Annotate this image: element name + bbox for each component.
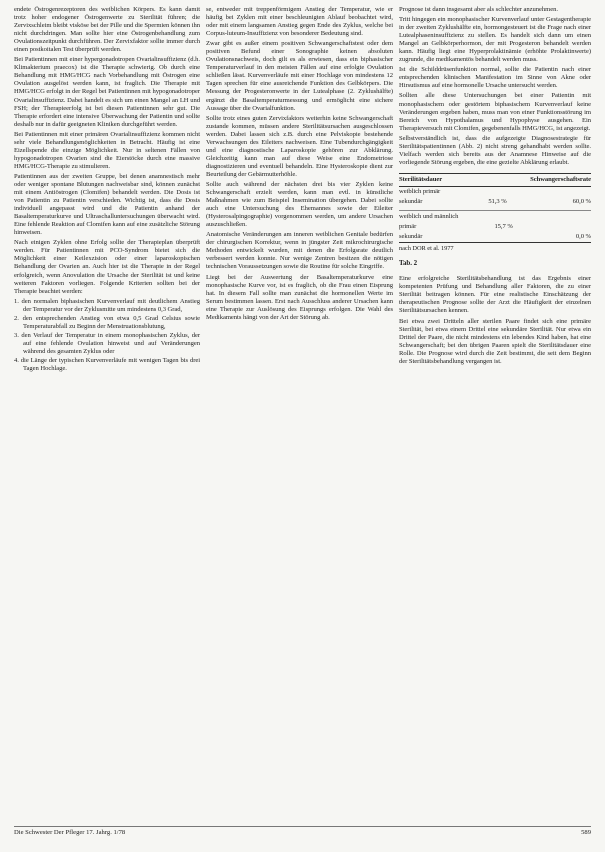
paragraph: Anatomische Veränderungen am inneren weiblichen Genitale bedürfen der chirurgischen Korrektur, wenn in jüngster Zeit mikrochirurgische Methoden entwickelt wurden, mit denen die Erfolgsrate deutlich verbessert werden konnte. Nur wenige Zentren besitzen die nötigen technischen Voraussetzungen sowie die Routine für solche Eingriffe. — [206, 231, 393, 271]
footer-journal: Die Schwester Der Pfleger 17. Jahrg. 1/78 — [14, 829, 126, 836]
paragraph: Prognose ist dann insgesamt aber als schlechter anzunehmen. — [399, 6, 558, 13]
column-left — [14, 6, 200, 375]
table-label: Tab. 2 — [399, 259, 418, 268]
page-number: 589 — [581, 829, 591, 836]
list-item: 4. die Länge der typischen Kurvenverläufe mit wenigen Tagen bis drei Tagen Hochlage. — [14, 356, 200, 373]
paragraph: Patientinnen aus der zweiten Gruppe, bei denen anamnestisch mehr oder weniger spontane Blutungen nachweisbar sind, können zunächst mit einem Antiöstrogen (Clomifen) behandelt werden. Die Dosis ist von Patientin zu Patientin verschieden. Wichtig ist, dass die Dosis individuell angepasst wird und die Patientin anhand der Basaltemperaturkurve und Ultraschalluntersuchungen überwacht wird. Eine fehlende Reaktion auf Clomifen kann auf eine zusätzliche Störung hinweisen. — [14, 172, 200, 237]
paragraph: Zwar gibt es außer einem positiven Schwangerschaftstest oder dem positiven Befund einer Sonographie keinen absoluten Ovulationsnachweis, doch gilt es als erwiesen, dass ein biphasischer Temperaturverlauf in den meisten Fällen auf eine erfolgte Ovulation schließen lässt. Kurvenverläufe mit einer Hochlage von mindestens 12 Tagen sprechen für eine ausreichende Funktion des Gelbkörpers. Die Messung der Progesteronwerte in der Lutealphase (2. Zyklushälfte) ergänzt die Basaltemperaturmessung und ermöglicht eine sichere Aussage über die Ovarialfunktion. — [206, 40, 393, 112]
paragraph: Sollte auch während der nächsten drei bis vier Zyklen keine Schwangerschaft erzielt werden, kann man evtl. in künstliche Maßnahmen wie zum Beispiel Insemination übergehen. Dabei sollte auch eine Untersuchung des Ehemannes sowie der Eileiter (Hysterosalpingographie) vorgenommen werden, um andere Ursachen auszuschließen. — [206, 180, 393, 229]
paragraph: endete Östrogenrezeptoren des weiblichen Körpers. Es kann damit trotz hoher endogener Östrogenwerte zu Sterilität führen; die Zervixschleim bleibt visköse bei der Pille und die Spermien können ihn nicht durchdringen. Man sollte hier eine Östrogenbehandlung zum Ovulationszeitpunkt durchführen. Der Zervixfaktor sollte immer durch einen postkoitalen Test überprüft werden. — [14, 6, 200, 54]
list-item: 3. den Verlauf der Temperatur in einem monophasischen Zyklus, der auf eine fehlende Ovulation hinweist und auf Veränderungen während des gesamten Zyklus oder — [14, 331, 200, 355]
criteria-list — [14, 298, 200, 373]
paragraph: Nach einigen Zyklen ohne Erfolg sollte der Therapieplan überprüft werden. Für Patientinnen mit PCO-Syndrom bietet sich die Möglichkeit einer Keilexzision oder einer laparoskopischen Behandlung der Ovarien an. Auch hier ist die Therapie in der Regel erfolgreich, wenn Anovulation die Ursache der Sterilität ist und keine weiteren Faktoren vorliegen. Folgende Kriterien sollten bei der Therapie beachtet werden: — [14, 239, 200, 295]
table-group-label: weiblich primär — [399, 187, 441, 195]
paragraph: se, entweder mit treppenförmigem Anstieg der Temperatur, wie er häufig bei Zyklen mit einer beschleunigten Ablauf beobachtet wird, oder mit einem langsamen Anstieg gegen Ende des Zyklus, welche bei Corpus-luteum-Insuffizienz von besonderer Bedeutung sind. — [206, 6, 393, 38]
paragraph: Ist die Schilddrüsenfunktion normal, sollte die Patientin nach einer entsprechenden klinischen Manifestation im Sinne von Akne oder Hirsutismus auf eine hormonelle Ursache untersucht werden. — [399, 66, 591, 90]
page-footer — [14, 826, 591, 836]
paragraph: Liegt bei der Auswertung der Basaltemperaturkurve eine monophasische Kurve vor, ist es fraglich, ob die Frau einen Eisprung hat. In diesem Fall sollte man zunächst die hormonellen Werte im Serum bestimmen lassen. Erst nach Ausschluss anderer Ursachen kann eine Therapie zur Auslösung des Eisprungs erfolgen. Die Wahl des Medikaments hängt von der Art der Störung ab. — [206, 273, 393, 321]
table-header — [399, 174, 591, 187]
paragraph: Tritt hingegen ein monophasischer Kurvenverlauf unter Gestagentherapie in der zweiten Zyklushälfte ein, hormongesteuert ist die Frage nach einer Lutealphaseninsuffizienz zu stellen. Es handelt sich dann um einen Mangel an Gelbkörperhormon, der mit Progesteron behandelt werden kann. Häufig liegt eine Hyperprolaktinämie (erhöhte Prolaktinwerte) zugrunde, die medikamentös behandelt werden muss. — [399, 16, 591, 64]
column-right — [399, 6, 591, 368]
table-header-cell: Sterilitätsdauer — [399, 175, 443, 183]
column-middle — [206, 6, 393, 324]
list-item: 2. den entsprechenden Anstieg von etwa 0,5 Grad Celsius sowie Temperaturabfall zu Beginn der Menstruationsblutung, — [14, 314, 200, 330]
paragraph: Selbstverständlich ist, dass die aufgezeigte Diagnosestrategie für Sterilitätspatientinnen (Abb. 2) nicht streng gehandhabt werden sollte. Vielfach werden sich bereits aus der Anamnese Hinweise auf die vorliegende Störung ergeben, die eine gezielte Abklärung erlaubt. — [399, 134, 591, 166]
paragraph: Bei Patientinnen mit einer primären Ovarialinsuffizienz kommen nicht sehr viele Behandlungsmöglichkeiten in Betracht. Häufig ist eine Eizellspende die einzige Möglichkeit. Nur in seltenen Fällen von hypogonadotropen Ovarien sind die Eierstöcke durch eine massive HMG/HCG-Therapie zu stimulieren. — [14, 130, 200, 170]
paragraph: Sollten alle diese Untersuchungen bei einer Patientin mit monophasischem oder gestörtem biphasischem Kurvenverlauf keine Veränderungen ergeben haben, muss man von einer Funktionsstörung im Bereich von Hypothalamus und Hypophyse ausgehen. Ein Therapieversuch mit Clomifen, gegebenenfalls HMG/HCG, ist angezeigt. — [399, 92, 591, 132]
paragraph: Bei Patientinnen mit einer hypergonadotropen Ovarialinsuffizienz (d.h. Klimakterium praecox) ist die Therapie schwierig. Ob durch eine Behandlung mit HMG/HCG nach Vorbehandlung mit Östrogen eine Ovulation ausgelöst werden kann, ist fraglich. Die Therapie mit HMG/HCG erfolgt in der Regel bei Patientinnen mit hypogonadotroper Ovarialinsuffizienz. Dabei handelt es sich um einen Mangel an LH und FSH; der Therapieerfolg ist bei diesen Patientinnen sehr gut. Die Therapie erfordert eine intensive Überwachung der Patientin und sollte deshalb nur in dafür geeigneten Kliniken durchgeführt werden. — [14, 56, 200, 128]
table-source: nach DOR et al. 1977 — [399, 245, 454, 253]
table-row: sekundär 51,3 % 60,0 % — [399, 197, 591, 205]
results-table — [399, 173, 591, 243]
table-group-label: weiblich und männlich — [399, 210, 591, 222]
paragraph: Bei etwa zwei Dritteln aller sterilen Paare findet sich eine primäre Sterilität, bei etwa einem Drittel eine sekundäre Sterilität. Nur etwa ein Drittel der Paare, die nicht mindestens ein lebendes Kind haben, hat eine Schwangerschaft; bei den übrigen Paaren spielt die Sterilitätsdauer eine Rolle. Die Prognose wird durch die Zeit bestimmt, die seit dem Beginn der Sterilitätsbehandlung vergangen ist. — [399, 317, 591, 365]
table-header-cell: Schwangerschaftsrate — [530, 175, 591, 183]
table-row: sekundär 0,0 % — [399, 233, 591, 241]
table-row: primär 15,7 % — [399, 223, 513, 231]
paragraph: Eine erfolgreiche Sterilitätsbehandlung ist das Ergebnis einer kompetenten Prüfung und Behandlung aller Faktoren, die zu einer Sterilität beitragen können. Für eine realistische Einschätzung der therapeutischen Prognose sollte der Arzt die Häufigkeit der einzelnen Sterilitätsursachen kennen. — [399, 275, 591, 315]
list-item: 1. den normalen biphasischen Kurvenverlauf mit deutlichem Anstieg der Temperatur vor der Zyklusmitte um mindestens 0,3 Grad, — [14, 297, 200, 313]
paragraph: Sollte trotz eines guten Zervixfaktors weiterhin keine Schwangerschaft zustande kommen, müssen andere Sterilitätsursachen ausgeschlossen werden. Dabei lassen sich z.B. durch eine Pelviskopie bestehende Verwachsungen des Eileiters nachweisen. Eine Tubendurchgängigkeit und eine diagnostische Laparoskopie gehören zur Abklärung. Gleichzeitig kann man auf diese Weise eine Endometriose diagnostizieren und eventuell behandeln. Eine Hysteroskopie dient zur Beurteilung der Gebärmutterhöhle. — [206, 114, 393, 178]
